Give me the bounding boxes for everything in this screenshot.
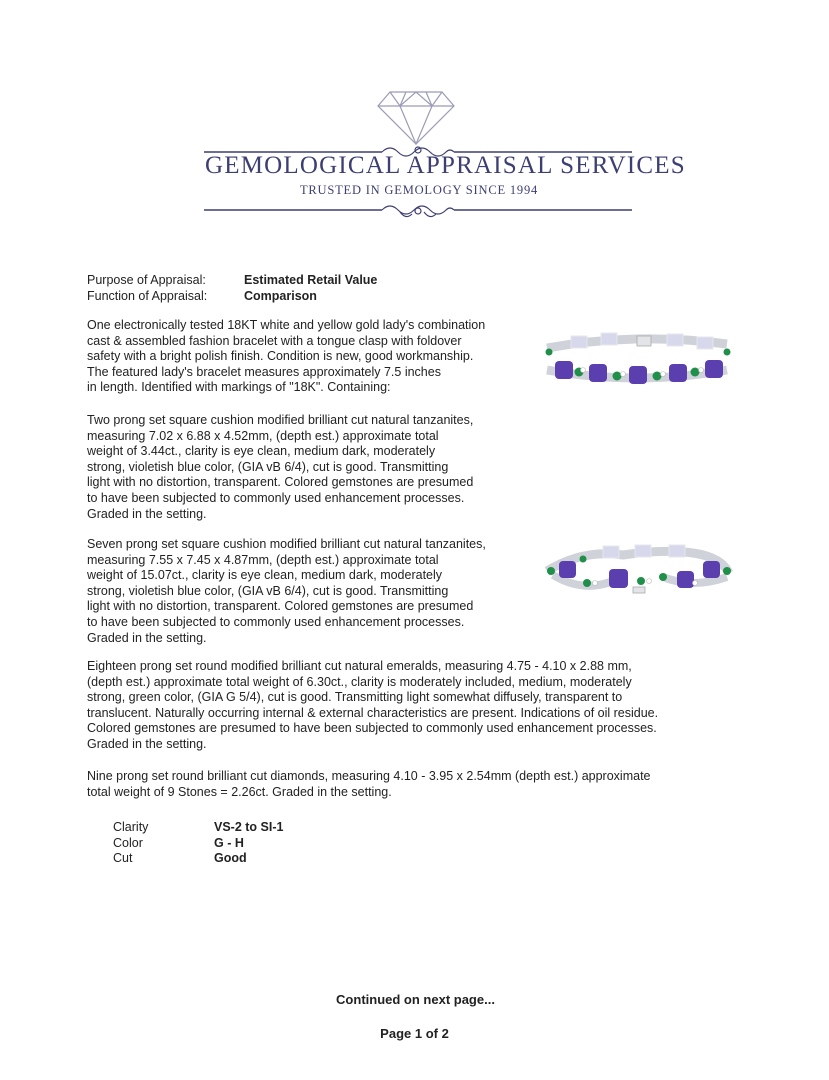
grade-value: G - H: [214, 835, 244, 850]
purpose-label: Purpose of Appraisal:: [87, 273, 206, 287]
function-value: Comparison: [244, 289, 317, 303]
bracelet-photo-open: [543, 543, 733, 613]
emerald-paragraph: Eighteen prong set round modified brilliant cut natural emeralds, measuring 4.75 - 4.10 x 2.88 mm, (depth est.) approximate total weight of 6.30ct., clarity is moderately included, medium, moderately strong, green color, (GIA G 5/4), cut is good. Transmitting light somewhat diffusely, transparent to translucent. Naturally occurring internal & external characteristics are present. Indications of oil residue. Colored gemstones are presumed to have been subjected to commonly used enhancement processes. Graded in the setting.: [87, 659, 659, 751]
company-tagline: TRUSTED IN GEMOLOGY SINCE 1994: [299, 183, 539, 197]
ornament-divider-bottom: [204, 201, 632, 221]
function-label: Function of Appraisal:: [87, 289, 208, 303]
bracelet-photo-top: [541, 330, 733, 390]
grade-value: Good: [214, 851, 247, 865]
company-name: GEMOLOGICAL APPRAISAL SERVICES: [205, 152, 686, 179]
diamond-icon: [376, 86, 456, 146]
page-number: Page 1 of 2: [380, 1026, 449, 1041]
grade-label: Clarity: [113, 820, 149, 834]
purpose-value: Estimated Retail Value: [244, 273, 378, 287]
description-paragraph: One electronically tested 18KT white and yellow gold lady's combination cast & assembled fashion bracelet with a tongue clasp with foldover safety with a bright polish finish. Condition is new, good workmanship. The featured lady's bracelet measures approximately 7.5 inches in length. Identified with markings of "18K". Containing:: [87, 318, 486, 395]
tanzanite-seven-paragraph: Seven prong set square cushion modified brilliant cut natural tanzanites, measuring 7.55 x 7.45 x 4.87mm, (depth est.) approximate total weight of 15.07ct., clarity is eye clean, medium dark, moderately strong, violetish blue color, (GIA vB 6/4), cut is good. Transmitting light with no distortion, transparent. Colored gemstones are presumed to have been subjected to commonly used enhancement processes. Graded in the setting.: [87, 537, 486, 645]
continued-note: Continued on next page...: [336, 992, 495, 1007]
grade-label: Cut: [113, 851, 133, 865]
grade-label: Color: [113, 835, 143, 850]
header-logo: [0, 0, 829, 240]
diamond-paragraph: Nine prong set round brilliant cut diamonds, measuring 4.10 - 3.95 x 2.54mm (depth est.) approximate total weight of 9 Stones = 2.26ct. Graded in the setting.: [87, 769, 651, 799]
tanzanite-two-paragraph: Two prong set square cushion modified brilliant cut natural tanzanites, measuring 7.02 x 6.88 x 4.52mm, (depth est.) approximate total weight of 3.44ct., clarity is eye clean, medium dark, moderately strong, violetish blue color, (GIA vB 6/4), cut is good. Transmitting light with no distortion, transparent. Colored gemstones are presumed to have been subjected to commonly used enhancement processes. Graded in the setting.: [87, 413, 474, 521]
grade-value: VS-2 to SI-1: [214, 820, 284, 834]
